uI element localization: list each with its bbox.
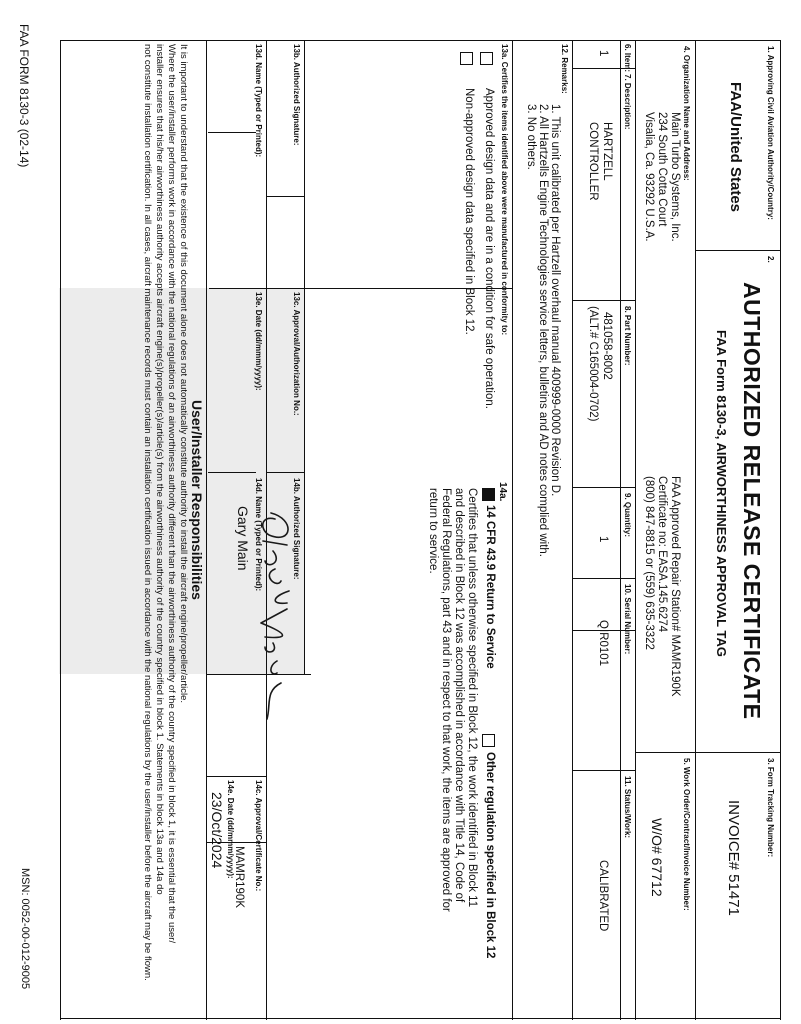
approval-certificate-number: MAMR190K: [233, 846, 245, 908]
release-date: 23/Oct/2024: [209, 792, 225, 869]
block13e-label: 13e. Date (dd/mmm/yyyy):: [254, 292, 263, 391]
msn-number: MSN: 0052-00-012-9005: [19, 868, 31, 990]
certification-line-4: return to service.: [427, 488, 439, 574]
block14e-label: 14e. Date (dd/mmm/yyyy):: [226, 780, 235, 879]
block13a-label: 13a. Certifies the items identified above were manufactured in conformity to:: [500, 44, 509, 336]
item-quantity: 1: [597, 536, 609, 543]
remark-line-1: 1. This unit calibrated per Hartzell overhaul manual 400999-0000 Revision D.: [549, 104, 561, 497]
block13c-label: 13c. Approval/Authorization No.:: [292, 292, 301, 416]
col-description-label: 7. Description:: [623, 74, 632, 130]
col-status-label: 11. Status/Work:: [623, 776, 632, 839]
certificate-subtitle: FAA Form 8130-3, AIRWORTHINESS APPROVAL TAG: [714, 330, 729, 657]
item-description-line2: CONTROLLER: [587, 122, 599, 201]
block14b-label: 14b. Authorized Signature:: [292, 478, 301, 580]
user-installer-line-4: not constitute installation certification. In all cases, aircraft maintenance records must contain an installation certification issued in accordance with the national regulations by the user/installer before the aircraft may be flown.: [142, 44, 153, 981]
block13d-label: 13d. Name (Typed or Printed):: [254, 44, 263, 158]
other-regulation-checkbox[interactable]: [482, 734, 495, 747]
repair-station-line-3: (800) 847-8815 or (559) 635-3322: [643, 476, 655, 650]
col-item-label: 6. Item:: [623, 44, 632, 73]
certification-line-3: Federal Regulations, part 43 and in respect to that work, the items are approved for: [440, 488, 452, 912]
block4-label: 4. Organization Name and Address:: [682, 46, 691, 181]
remark-line-2: 2. All Hartzells Engine Technologies service letters, bulletins and AD notes complied with.: [537, 104, 549, 557]
form-tracking-number: INVOICE# 51471: [725, 800, 742, 916]
col-part-label: 8. Part Number:: [623, 306, 632, 366]
item-number: 1: [597, 50, 609, 57]
block13b-label: 13b. Authorized Signature:: [292, 44, 301, 146]
block2-label: 2.: [766, 256, 775, 263]
item-serial-number: QIR0101: [597, 620, 609, 667]
block1-label: 1. Approving Civil Aviation Authority/Country:: [766, 46, 775, 220]
certification-line-2: and described in Block 12 was accomplished in accordance with Title 14, Code of: [453, 488, 465, 903]
col-serial-label: 10. Serial Number:: [623, 584, 632, 655]
non-approved-design-checkbox[interactable]: [460, 52, 473, 65]
block14a-label: 14a.: [497, 482, 508, 502]
form-number: FAA FORM 8130-3 (02-14): [17, 24, 31, 168]
user-installer-line-2: Where the user/installer performs work in accordance with the national regulations of an airworthiness authority different than the airworthiness authority of the country specified in block 1, it is essential that the user/: [166, 44, 177, 944]
item-description: HARTZELL: [601, 122, 613, 181]
user-installer-title: User/Installer Responsibilities: [189, 400, 205, 600]
remarks-label: 12. Remarks:: [560, 44, 569, 94]
non-approved-design-text: Non-approved design data specified in Block 12.: [463, 88, 475, 335]
work-order-number: W/O# 67712: [649, 818, 665, 897]
item-status: CALIBRATED: [597, 860, 609, 932]
org-address-line-2: 234 South Cotta Court: [656, 112, 668, 227]
block5-label: 5. Work Order/Contract/Invoice Number:: [682, 758, 691, 911]
cfr-return-to-service-checkbox[interactable]: [482, 488, 495, 501]
cfr-return-to-service-text: 14 CFR 43.9 Return to Service: [484, 505, 496, 669]
certification-line-1: Certifies that unless otherwise specified in Block 12, the work identified in Block 11: [466, 488, 478, 908]
block3-label: 3. Form Tracking Number:: [766, 758, 775, 858]
block14d-label: 14d. Name (Typed or Printed):: [254, 478, 263, 592]
approved-design-text: Approved design data and are in a condition for safe operation.: [483, 88, 495, 409]
repair-station-line-1: FAA Approved Repair Station# MAMR190K: [669, 476, 681, 697]
certificate-title: AUTHORIZED RELEASE CERTIFICATE: [739, 282, 765, 720]
item-part-number: 481058-8002: [601, 312, 613, 380]
approved-design-checkbox[interactable]: [480, 52, 493, 65]
user-installer-line-1: It is important to understand that the existence of this document alone does not automatically constitute authority to install the aircraft engine/propeller/article.: [178, 44, 189, 704]
item-part-alt: (ALT.# C165004-0702): [587, 306, 599, 422]
org-address-line-1: Main Turbo Systems, Inc.: [669, 112, 681, 242]
other-regulation-text: Other regulation specified in Block 12: [484, 752, 496, 959]
user-installer-line-3: installer ensures that his/her airworthiness authority accepts aircraft engine(s)/propeller(s)/article(s) from the airworthiness authority of the country specified in block 1. Statements in block 13a and 14a do: [154, 44, 165, 895]
col-qty-label: 9. Quantity:: [623, 493, 632, 538]
approving-authority: FAA/United States: [727, 82, 744, 213]
block14c-label: 14c. Approval/Certificate No.:: [254, 780, 263, 892]
repair-station-line-2: Certificate no: EASA.145.6274: [656, 476, 668, 632]
signer-name: Gary Main: [235, 506, 251, 571]
remark-line-3: 3. No others.: [525, 104, 537, 170]
org-address-line-3: Visalia, Ca. 93292 U.S.A.: [643, 112, 655, 242]
